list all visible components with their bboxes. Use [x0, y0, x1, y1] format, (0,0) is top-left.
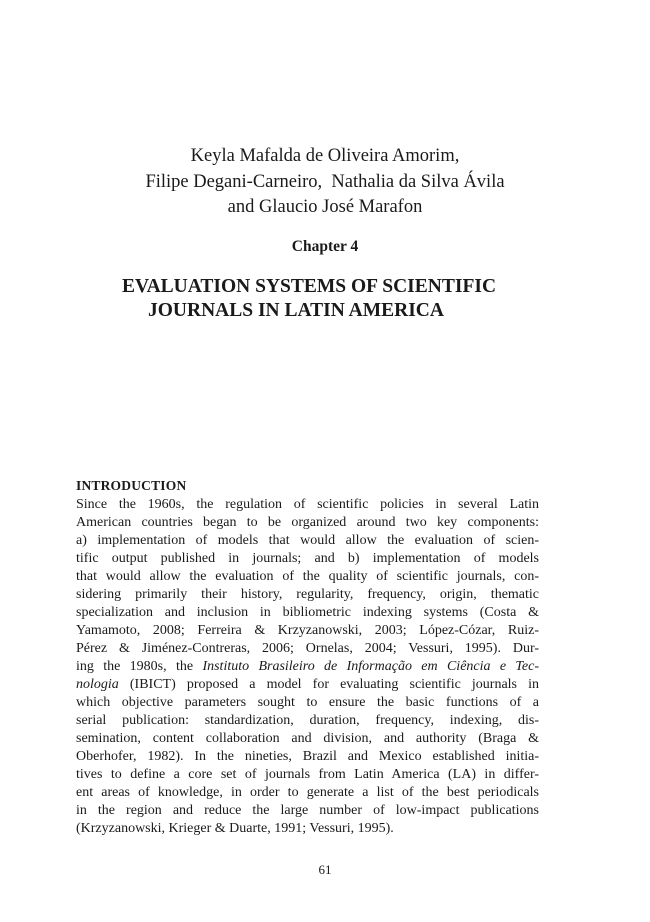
body-line: ing the 1980s, the Instituto Brasileiro de Informação em Ciência e Tec-: [76, 659, 540, 674]
body-line: tific output published in journals; and b) implementation of models: [76, 551, 539, 566]
italic-term: nologia: [76, 677, 119, 692]
chapter-label: Chapter 4: [291, 238, 359, 255]
body-line: Since the 1960s, the regulation of scientific policies in several Latin: [76, 497, 539, 512]
body-line: which objective parameters sought to ensure the basic functions of a: [76, 695, 539, 710]
body-line: Pérez & Jiménez-Contreras, 2006; Ornelas, 2004; Vessuri, 1995). Dur-: [76, 641, 539, 656]
body-line: Yamamoto, 2008; Ferreira & Krzyzanowski, 2003; López-Cózar, Ruiz-: [76, 623, 539, 638]
body-line: serial publication: standardization, duration, frequency, indexing, dis-: [76, 713, 539, 728]
body-line: ent areas of knowledge, in order to generate a list of the best periodicals: [76, 785, 539, 800]
author-line-1: Keyla Mafalda de Oliveira Amorim,: [190, 146, 460, 166]
author-list: [0, 144, 650, 221]
body-line: Oberhofer, 1982). In the nineties, Brazil and Mexico established initia-: [76, 749, 539, 764]
chapter-title-line-1: EVALUATION SYSTEMS OF SCIENTIFIC: [122, 276, 497, 297]
body-paragraph: [76, 496, 539, 838]
body-line: that would allow the evaluation of the quality of scientific journals, con-: [76, 569, 539, 584]
body-line: sidering primarily their history, regularity, frequency, origin, thematic: [76, 587, 539, 602]
body-line: semination, content collaboration and division, and authority (Braga &: [76, 731, 539, 746]
body-line: tives to define a core set of journals from Latin America (LA) in differ-: [76, 767, 539, 782]
chapter-title: [0, 275, 650, 323]
body-line: American countries began to be organized around two key components:: [76, 515, 539, 530]
italic-term: Instituto Brasileiro de Informação em Ciência e Tec-: [202, 659, 540, 674]
page-number: 61: [318, 862, 332, 877]
chapter-title-line-2: JOURNALS IN LATIN AMERICA: [148, 300, 444, 321]
author-line-3: and Glaucio José Marafon: [227, 197, 423, 217]
body-line: in the region and reduce the large number of low-impact publications: [76, 803, 539, 818]
body-line: a) implementation of models that would allow the evaluation of scien-: [76, 533, 539, 548]
body-line: nologia (IBICT) proposed a model for evaluating scientific journals in: [76, 677, 539, 692]
author-line-2: Filipe Degani-Carneiro, Nathalia da Silva Ávila: [145, 171, 505, 192]
body-line: (Krzyzanowski, Krieger & Duarte, 1991; Vessuri, 1995).: [76, 821, 394, 836]
body-line: specialization and inclusion in bibliometric indexing systems (Costa &: [76, 605, 539, 620]
section-heading: INTRODUCTION: [76, 478, 187, 493]
